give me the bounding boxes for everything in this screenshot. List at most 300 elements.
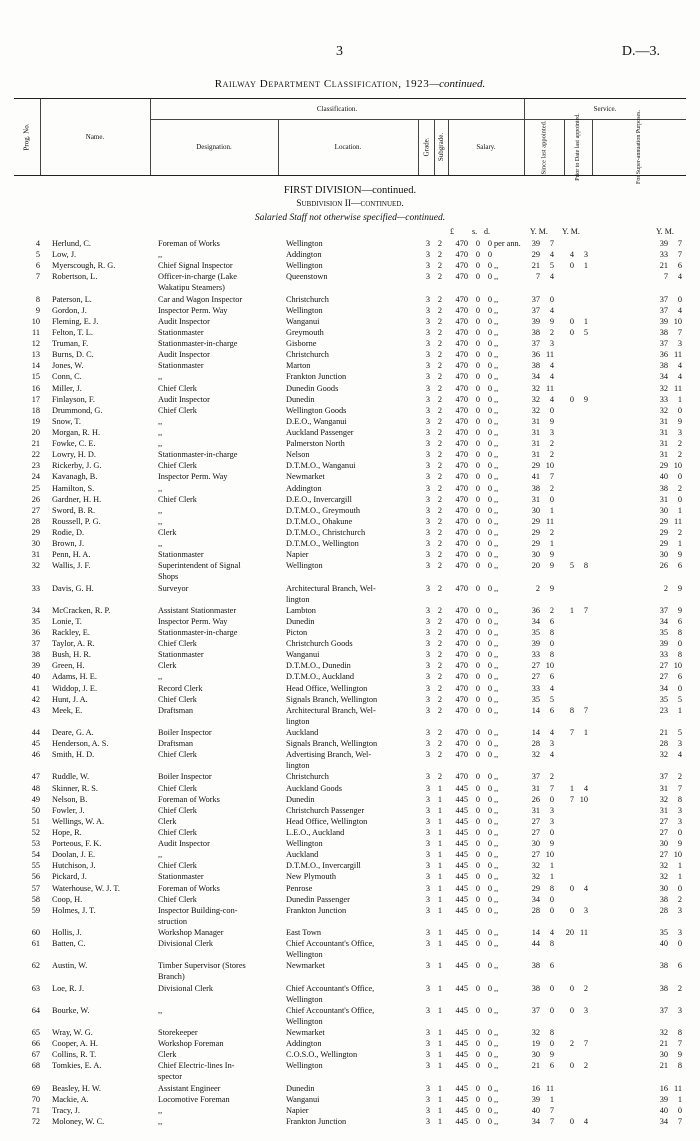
- since-months-cell: 6: [549, 616, 554, 626]
- subgrade-cell: 1: [437, 961, 443, 971]
- salary-period-cell: ,,: [494, 772, 499, 782]
- salary-period-cell: ,,: [494, 661, 499, 671]
- super-years-cell: 35: [659, 928, 668, 937]
- salary-pence-cell: 0: [487, 683, 492, 693]
- salary-pounds-cell: 445: [455, 939, 468, 949]
- name-cell: Tomkies, E. A.: [52, 1061, 102, 1071]
- salary-shillings-cell: 0: [475, 728, 480, 737]
- super-years-cell: 7: [663, 272, 668, 282]
- since-months-cell: 10: [545, 850, 554, 860]
- prior-years-cell: 7: [569, 794, 574, 804]
- salary-header: Salary.: [476, 143, 496, 151]
- grade-cell: 3: [425, 961, 431, 971]
- grade-cell: 3: [425, 672, 431, 682]
- salary-period-cell: ,,: [494, 861, 499, 871]
- grade-cell: 3: [425, 1116, 431, 1126]
- salary-pounds-cell: 445: [455, 961, 468, 971]
- grade-cell: 3: [425, 883, 431, 893]
- since-years-cell: 2: [535, 583, 540, 593]
- salary-shillings-cell: 0: [475, 1061, 480, 1071]
- name-cell: Roussell, P. G.: [52, 516, 101, 526]
- super-months-cell: 10: [673, 661, 682, 671]
- prog-no-cell: 9: [35, 305, 40, 315]
- super-months-cell: 9: [677, 839, 682, 849]
- designation-cell: ,,: [158, 505, 163, 515]
- prog-no-cell: 32: [31, 561, 40, 571]
- prog-no-cell: 18: [31, 405, 40, 415]
- location-cell: Dunedin Passenger: [286, 894, 350, 904]
- prog-no-cell: 29: [31, 527, 40, 537]
- since-months-cell: 0: [549, 1039, 554, 1049]
- designation-cell: Boiler Inspector: [158, 772, 212, 782]
- name-cell: Lonie, T.: [52, 616, 82, 626]
- subgrade-cell: 2: [437, 472, 443, 482]
- since-years-cell: 27: [531, 850, 540, 860]
- name-cell: Wellings, W. A.: [52, 816, 105, 826]
- super-months-cell: 8: [677, 650, 682, 660]
- super-months-cell: 1: [677, 705, 682, 715]
- designation-cell: Chief Clerk: [158, 494, 197, 504]
- years-months-unit-1: Y. M.: [530, 227, 548, 236]
- subgrade-cell: 1: [437, 794, 443, 804]
- since-months-cell: 3: [549, 805, 554, 815]
- since-years-cell: 39: [531, 1094, 540, 1104]
- name-cell: Hollis, J.: [52, 928, 82, 937]
- designation-cell: ,,: [158, 372, 163, 382]
- name-cell: Holmes, J. T.: [52, 905, 96, 915]
- super-months-cell: 7: [677, 1116, 682, 1126]
- super-months-cell: 2: [677, 439, 682, 448]
- super-months-cell: 5: [677, 694, 682, 704]
- salary-pounds-cell: 445: [455, 1094, 468, 1104]
- salary-pounds-cell: 470: [455, 672, 468, 682]
- since-years-cell: 31: [531, 416, 540, 426]
- subgrade-cell: 2: [437, 339, 443, 348]
- super-years-cell: 39: [659, 639, 668, 648]
- since-months-cell: 11: [546, 1083, 554, 1093]
- division-heading: FIRST DIVISION—continued.: [283, 185, 417, 196]
- salary-shillings-cell: 0: [475, 1083, 480, 1093]
- staff-heading: Salaried Staff not otherwise specified—continued.: [254, 213, 446, 223]
- super-months-cell: 7: [677, 1039, 682, 1049]
- salary-period-cell: ,,: [494, 1083, 499, 1093]
- super-years-cell: 31: [659, 427, 668, 437]
- designation-cell: ,,: [158, 439, 163, 448]
- name-cell: Moloney, W. C.: [52, 1116, 105, 1126]
- salary-pounds-cell: 470: [455, 505, 468, 515]
- name-cell: Batten, C.: [52, 939, 86, 949]
- subgrade-cell: 2: [437, 561, 443, 571]
- since-months-cell: 11: [546, 516, 554, 526]
- super-months-cell: 8: [677, 1028, 682, 1037]
- salary-shillings-cell: 0: [475, 672, 480, 682]
- super-years-cell: 30: [659, 505, 668, 515]
- super-years-cell: 2: [663, 583, 668, 593]
- salary-pence-cell: 0: [487, 294, 492, 304]
- super-months-cell: 3: [677, 1005, 682, 1015]
- salary-pence-cell: 0: [487, 739, 492, 749]
- prior-months-cell: 1: [583, 316, 588, 326]
- super-months-cell: 9: [677, 416, 682, 426]
- salary-shillings-cell: 0: [475, 661, 480, 671]
- since-months-cell: 3: [549, 427, 554, 437]
- location-cell: Wellington: [286, 1061, 323, 1071]
- prog-no-cell: 39: [31, 661, 40, 671]
- since-years-cell: 31: [531, 439, 540, 448]
- prog-no-cell: 4: [35, 239, 40, 248]
- name-cell: Collins, R. T.: [52, 1050, 97, 1060]
- location-cell: Frankton Junction: [286, 905, 347, 915]
- super-months-cell: 2: [677, 772, 682, 782]
- super-months-cell: 1: [677, 394, 682, 404]
- location-cell: East Town: [286, 928, 321, 937]
- salary-pounds-cell: 470: [455, 427, 468, 437]
- location-cell: D.T.M.O., Greymouth: [286, 505, 361, 515]
- salary-pounds-cell: 470: [455, 661, 468, 671]
- since-years-cell: 28: [531, 905, 540, 915]
- page-reference: D.—3.: [621, 44, 660, 59]
- super-months-cell: 3: [677, 339, 682, 348]
- since-years-cell: 34: [531, 372, 540, 382]
- salary-pounds-cell: 470: [455, 639, 468, 648]
- designation-cell: Chief Clerk: [158, 461, 197, 471]
- salary-period-cell: ,,: [494, 294, 499, 304]
- prior-months-cell: 3: [583, 1005, 588, 1015]
- subgrade-cell: 2: [437, 705, 443, 715]
- super-years-cell: 32: [659, 861, 668, 871]
- subgrade-cell: 2: [437, 261, 443, 271]
- subgrade-cell: 2: [437, 683, 443, 693]
- location-cell: D.E.O., Invercargill: [286, 494, 352, 504]
- prior-years-cell: 0: [569, 883, 574, 893]
- prog-no-cell: 24: [31, 472, 40, 482]
- prior-months-cell: 8: [583, 561, 588, 571]
- since-years-cell: 26: [531, 794, 540, 804]
- salary-pence-cell: 0: [487, 883, 492, 893]
- grade-cell: 3: [425, 339, 431, 348]
- designation-cell: ,,: [158, 1005, 163, 1015]
- super-months-cell: 3: [677, 928, 682, 937]
- designation-cell: Chief Electric-lines In-: [158, 1061, 235, 1071]
- grade-cell: 3: [425, 1005, 431, 1015]
- salary-shillings-cell: 0: [475, 316, 480, 326]
- salary-shillings-cell: 0: [475, 905, 480, 915]
- grade-cell: 3: [425, 728, 431, 737]
- since-years-cell: 39: [531, 316, 540, 326]
- super-years-cell: 32: [659, 405, 668, 415]
- salary-shillings-cell: 0: [475, 627, 480, 637]
- prog-no-cell: 22: [31, 450, 40, 460]
- salary-pounds-cell: 470: [455, 616, 468, 626]
- since-months-cell: 4: [549, 750, 554, 760]
- since-months-cell: 10: [545, 461, 554, 471]
- salary-shillings-cell: 0: [475, 839, 480, 849]
- salary-pounds-cell: 470: [455, 250, 468, 260]
- subgrade-cell: 1: [437, 1094, 443, 1104]
- prior-years-cell: 0: [569, 1061, 574, 1071]
- subgrade-cell: 2: [437, 383, 443, 393]
- grade-cell: 3: [425, 416, 431, 426]
- prior-months-cell: 1: [583, 728, 588, 737]
- location-cell: D.T.M.O., Auckland: [286, 672, 355, 682]
- prog-no-cell: 62: [31, 961, 40, 971]
- super-months-cell: 4: [677, 750, 682, 760]
- designation-cell: Chief Clerk: [158, 861, 197, 871]
- salary-pounds-cell: 470: [455, 394, 468, 404]
- super-years-cell: 28: [659, 905, 668, 915]
- salary-pence-cell: 0: [487, 705, 492, 715]
- subgrade-cell: 2: [437, 239, 443, 248]
- since-years-cell: 32: [531, 383, 540, 393]
- since-months-cell: 0: [549, 405, 554, 415]
- location-cell: Newmarket: [286, 472, 325, 482]
- prog-no-cell: 5: [35, 250, 40, 260]
- grade-cell: 3: [425, 650, 431, 660]
- since-months-cell: 2: [549, 439, 554, 448]
- super-months-cell: 0: [677, 494, 682, 504]
- super-years-cell: 32: [659, 794, 668, 804]
- prog-no-cell: 56: [31, 872, 40, 882]
- designation-cell: Clerk: [158, 816, 177, 826]
- salary-pounds-cell: 445: [455, 850, 468, 860]
- prog-no-cell: 15: [31, 372, 40, 382]
- grade-cell: 3: [425, 783, 431, 793]
- grade-cell: 3: [425, 1050, 431, 1060]
- salary-pence-cell: 0: [487, 327, 492, 337]
- salary-period-cell: ,,: [494, 672, 499, 682]
- grade-cell: 3: [425, 516, 431, 526]
- since-months-cell: 4: [549, 928, 554, 937]
- salary-period-cell: ,,: [494, 683, 499, 693]
- subgrade-cell: 2: [437, 461, 443, 471]
- salary-pence-cell: 0: [487, 527, 492, 537]
- since-years-cell: 29: [531, 250, 540, 260]
- super-years-cell: 33: [659, 250, 668, 260]
- salary-pence-cell: 0: [487, 505, 492, 515]
- salary-shillings-cell: 0: [475, 616, 480, 626]
- since-years-cell: 32: [531, 872, 540, 882]
- grade-cell: 3: [425, 850, 431, 860]
- designation-cell: ,,: [158, 850, 163, 860]
- prog-no-cell: 48: [31, 783, 40, 793]
- prior-years-cell: 2: [569, 1039, 574, 1049]
- designation-cell: Foreman of Works: [158, 239, 220, 248]
- since-months-cell: 0: [549, 828, 554, 837]
- prior-header: Prior to Date last appointed.: [575, 113, 581, 181]
- salary-pence-cell: 0: [487, 650, 492, 660]
- name-cell: Brown, J.: [52, 539, 85, 548]
- prior-years-cell: 20: [565, 928, 574, 937]
- super-years-cell: 33: [659, 394, 668, 404]
- since-months-cell: 7: [549, 1116, 554, 1126]
- super-months-cell: 2: [677, 983, 682, 993]
- grade-cell: 3: [425, 294, 431, 304]
- designation-cell: Stationmaster: [158, 872, 204, 882]
- since-months-cell: 0: [549, 494, 554, 504]
- salary-period-cell: ,,: [494, 383, 499, 393]
- salary-period-cell: ,,: [494, 928, 499, 937]
- designation-cell: Surveyor: [158, 583, 189, 593]
- subgrade-cell: 2: [437, 505, 443, 515]
- salary-shillings-cell: 0: [475, 383, 480, 393]
- subgrade-cell: 1: [437, 1005, 443, 1015]
- name-cell: Bush, H. R.: [52, 650, 91, 660]
- salary-shillings-cell: 0: [475, 527, 480, 537]
- salary-shillings-cell: 0: [475, 961, 480, 971]
- page-number: 3: [336, 44, 343, 59]
- salary-pounds-cell: 445: [455, 883, 468, 893]
- salary-pounds-cell: 445: [455, 861, 468, 871]
- super-months-cell: 6: [677, 672, 682, 682]
- designation-cell: Audit Inspector: [158, 316, 210, 326]
- super-months-cell: 0: [677, 1105, 682, 1115]
- name-cell: Henderson, A. S.: [52, 739, 109, 749]
- salary-pounds-cell: 445: [455, 1061, 468, 1071]
- grade-cell: 3: [425, 350, 431, 360]
- super-months-cell: 2: [677, 527, 682, 537]
- salary-pence-cell: 0: [487, 861, 492, 871]
- salary-pounds-cell: 470: [455, 772, 468, 782]
- salary-period-cell: ,,: [494, 494, 499, 504]
- since-years-cell: 39: [531, 239, 540, 248]
- prog-no-cell: 36: [31, 627, 40, 637]
- prog-no-cell: 43: [31, 705, 40, 715]
- location-cell: Wellington: [286, 561, 323, 571]
- salary-period-cell: ,,: [494, 350, 499, 360]
- super-years-cell: 23: [659, 705, 668, 715]
- grade-cell: 3: [425, 483, 431, 493]
- prog-no-cell: 67: [31, 1050, 40, 1060]
- salary-pounds-cell: 445: [455, 872, 468, 882]
- super-years-cell: 32: [659, 750, 668, 760]
- super-months-cell: 0: [677, 939, 682, 949]
- since-months-cell: 3: [549, 739, 554, 749]
- since-years-cell: 31: [531, 450, 540, 460]
- super-years-cell: 40: [659, 939, 668, 949]
- location-cell: Penrose: [286, 883, 313, 893]
- name-cell: Mackie, A.: [52, 1094, 89, 1104]
- salary-pounds-cell: 470: [455, 383, 468, 393]
- super-years-cell: 16: [659, 1083, 668, 1093]
- salary-pence-cell: 0: [487, 539, 492, 548]
- since-years-cell: 31: [531, 783, 540, 793]
- designation-cell: ,,: [158, 1105, 163, 1115]
- designation-cell: Stationmaster-in-charge: [158, 450, 238, 460]
- location-cell: Christchurch: [286, 772, 329, 782]
- super-months-cell: 8: [677, 1061, 682, 1071]
- super-years-cell: 34: [659, 683, 668, 693]
- salary-period-cell: ,,: [494, 894, 499, 904]
- designation-cell: Chief Clerk: [158, 750, 197, 760]
- super-months-cell: 7: [677, 250, 682, 260]
- salary-pounds-cell: 470: [455, 416, 468, 426]
- since-months-cell: 4: [549, 250, 554, 260]
- designation-cell: Assistant Engineer: [158, 1083, 221, 1093]
- location-cell: Napier: [286, 1105, 309, 1115]
- super-months-cell: 8: [677, 627, 682, 637]
- grade-cell: 3: [425, 316, 431, 326]
- name-cell: Doolan, J. E.: [52, 850, 96, 860]
- subgrade-cell: 2: [437, 639, 443, 648]
- super-months-cell: 4: [677, 305, 682, 315]
- since-months-cell: 3: [549, 816, 554, 826]
- designation-cell: Chief Clerk: [158, 828, 197, 837]
- since-years-cell: 33: [531, 650, 540, 660]
- designation-cell: ,,: [158, 539, 163, 548]
- designation-cell: Inspector Perm. Way: [158, 305, 228, 315]
- subgrade-cell: 2: [437, 294, 443, 304]
- location-cell: Christchurch: [286, 294, 329, 304]
- name-cell: Gordon, J.: [52, 305, 87, 315]
- subgrade-cell: 1: [437, 816, 443, 826]
- salary-pounds-cell: 470: [455, 361, 468, 371]
- super-years-cell: 32: [659, 383, 668, 393]
- designation-cell: Stationmaster-in-charge: [158, 339, 238, 348]
- grade-header: Grade.: [422, 137, 431, 157]
- salary-shillings-cell: 0: [475, 772, 480, 782]
- since-years-cell: 41: [531, 472, 540, 482]
- salary-shillings-cell: 0: [475, 505, 480, 515]
- name-cell: Green, H.: [52, 661, 85, 671]
- name-cell: Wray, W. G.: [52, 1028, 93, 1037]
- salary-shillings-cell: 0: [475, 939, 480, 949]
- salary-pounds-cell: 470: [455, 327, 468, 337]
- salary-pounds-cell: 470: [455, 239, 468, 248]
- name-cell: Fowler, J.: [52, 805, 85, 815]
- name-cell: Adams, H. E.: [52, 672, 97, 682]
- salary-pence-cell: 0: [487, 816, 492, 826]
- since-years-cell: 16: [531, 1083, 540, 1093]
- designation-header: Designation.: [196, 143, 232, 151]
- designation-cell: Chief Clerk: [158, 805, 197, 815]
- super-years-cell: 31: [659, 439, 668, 448]
- location-cell: Frankton Junction: [286, 372, 347, 382]
- prog-no-cell: 28: [31, 516, 40, 526]
- salary-period-cell: ,,: [494, 839, 499, 849]
- prog-no-cell: 23: [31, 461, 40, 471]
- location-header: Location.: [334, 143, 362, 151]
- since-months-cell: 8: [549, 939, 554, 949]
- salary-shillings-cell: 0: [475, 794, 480, 804]
- since-years-cell: 21: [531, 1061, 540, 1071]
- name-cell: Truman, F.: [52, 339, 89, 348]
- grade-cell: 3: [425, 527, 431, 537]
- salary-period-cell: ,,: [494, 750, 499, 760]
- salary-shillings-cell: 0: [475, 372, 480, 382]
- salary-period-cell: per ann.: [494, 239, 521, 248]
- salary-shillings-cell: 0: [475, 583, 480, 593]
- location-cell: D.T.M.O., Dunedin: [286, 661, 351, 671]
- super-months-cell: 4: [677, 361, 682, 371]
- subgrade-cell: 1: [437, 850, 443, 860]
- designation-cell: Clerk: [158, 527, 177, 537]
- designation-cell: Assistant Stationmaster: [158, 605, 237, 615]
- salary-period-cell: ,,: [494, 261, 499, 271]
- super-years-cell: 37: [659, 305, 668, 315]
- super-months-cell: 11: [674, 516, 682, 526]
- super-months-cell: 2: [677, 483, 682, 493]
- name-cell: Ruddle, W.: [52, 772, 90, 782]
- designation-cell: Locomotive Foreman: [158, 1094, 230, 1104]
- super-months-cell: 7: [677, 239, 682, 248]
- super-years-cell: 27: [659, 828, 668, 837]
- location-cell: Addington: [286, 483, 322, 493]
- subgrade-cell: 1: [437, 1083, 443, 1093]
- salary-pence-cell: 0: [487, 1116, 492, 1126]
- since-months-cell: 2: [549, 327, 554, 337]
- super-years-cell: 31: [659, 416, 668, 426]
- salary-period-cell: ,,: [494, 650, 499, 660]
